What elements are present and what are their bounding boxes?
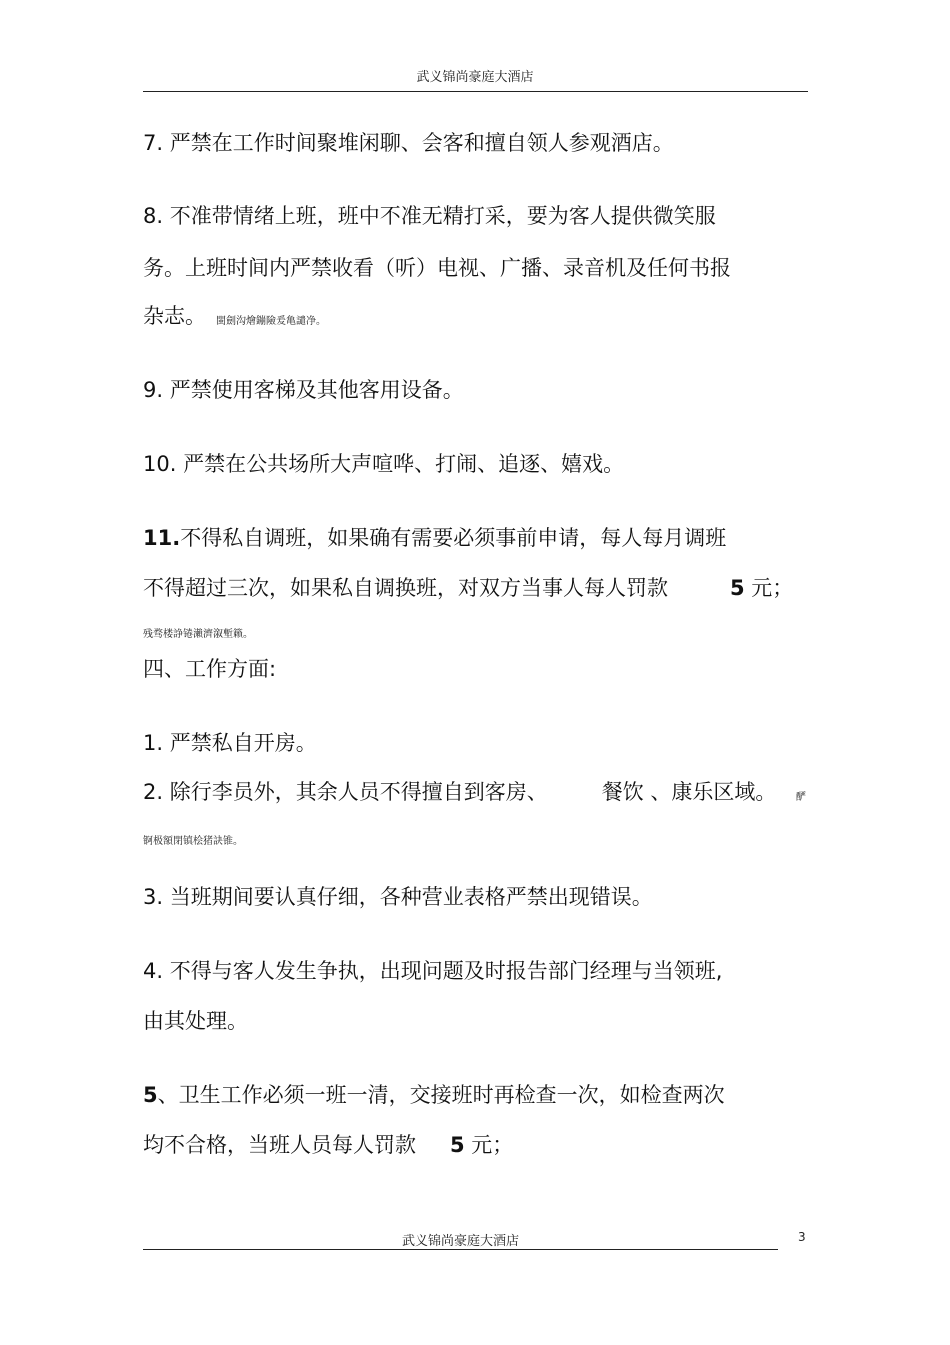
garbled-text: 閩劍沟燴鏰險爰亀譴净。	[216, 316, 326, 327]
section-4-item-4-line-1: 4. 不得与客人发生争执，出现问题及时报告部门经理与当领班,	[143, 959, 723, 983]
garbled-text: 锕极額閉镇桧猪訣锥。	[143, 836, 243, 847]
garbled-char: 酽	[796, 792, 806, 803]
fine-amount: 5	[730, 576, 745, 600]
fine-unit: 元；	[464, 1133, 514, 1157]
section-4-item-5-text-2: 均不合格，当班人员每人罚款	[143, 1133, 416, 1157]
section-4-item-4-line-2: 由其处理。	[143, 1009, 248, 1033]
header-divider	[143, 91, 808, 92]
rule-item-8-line-1: 8. 不准带情绪上班，班中不准无精打采，要为客人提供微笑服	[143, 204, 716, 228]
section-4-item-5-text: 、卫生工作必须一班一清，交接班时再检查一次，如检查两次	[157, 1083, 725, 1107]
section-4-heading: 四、工作方面:	[143, 657, 277, 681]
rule-item-11-line-1	[143, 524, 726, 552]
rule-item-10: 10. 严禁在公共场所大声喧哗、打闹、追逐、嬉戏。	[143, 452, 625, 476]
section-4-item-5-line-1	[143, 1081, 725, 1109]
rule-item-8-line-3: 杂志。	[143, 304, 206, 328]
section-4-item-2-areas: 餐饮 、康乐区域。	[601, 780, 777, 804]
rule-item-8-line-2: 务。上班时间内严禁收看（听）电视、广播、录音机及任何书报	[143, 256, 731, 280]
rule-item-11-number: 11.	[143, 526, 181, 550]
garbled-text: 残骛楼諍锩瀨濟溆塹籟。	[143, 629, 253, 640]
rule-item-11-text: 不得私自调班，如果确有需要必须事前申请，每人每月调班	[180, 526, 727, 550]
footer-title: 武义锦尚豪庭大酒店	[401, 1234, 519, 1249]
footer-divider	[143, 1249, 778, 1250]
section-4-item-5-line-2	[143, 1131, 513, 1159]
section-4-item-5-number: 5	[143, 1083, 158, 1107]
page-number: 3	[798, 1230, 806, 1244]
section-4-item-1: 1. 严禁私自开房。	[143, 731, 317, 755]
rule-item-9: 9. 严禁使用客梯及其他客用设备。	[143, 378, 464, 402]
rule-item-11-text-2: 不得超过三次，如果私自调换班，对双方当事人每人罚款	[143, 576, 668, 600]
rule-item-11-line-2	[143, 574, 793, 602]
fine-unit: 元；	[744, 576, 794, 600]
section-4-item-2-text: 2. 除行李员外，其余人员不得擅自到客房、	[143, 780, 548, 804]
section-4-item-3: 3. 当班期间要认真仔细，各种营业表格严禁出现错误。	[143, 885, 653, 909]
section-4-item-2	[143, 778, 776, 806]
header-title: 武义锦尚豪庭大酒店	[416, 70, 534, 85]
rule-item-7: 7. 严禁在工作时间聚堆闲聊、会客和擅自领人参观酒店。	[143, 131, 674, 155]
fine-amount: 5	[450, 1133, 465, 1157]
